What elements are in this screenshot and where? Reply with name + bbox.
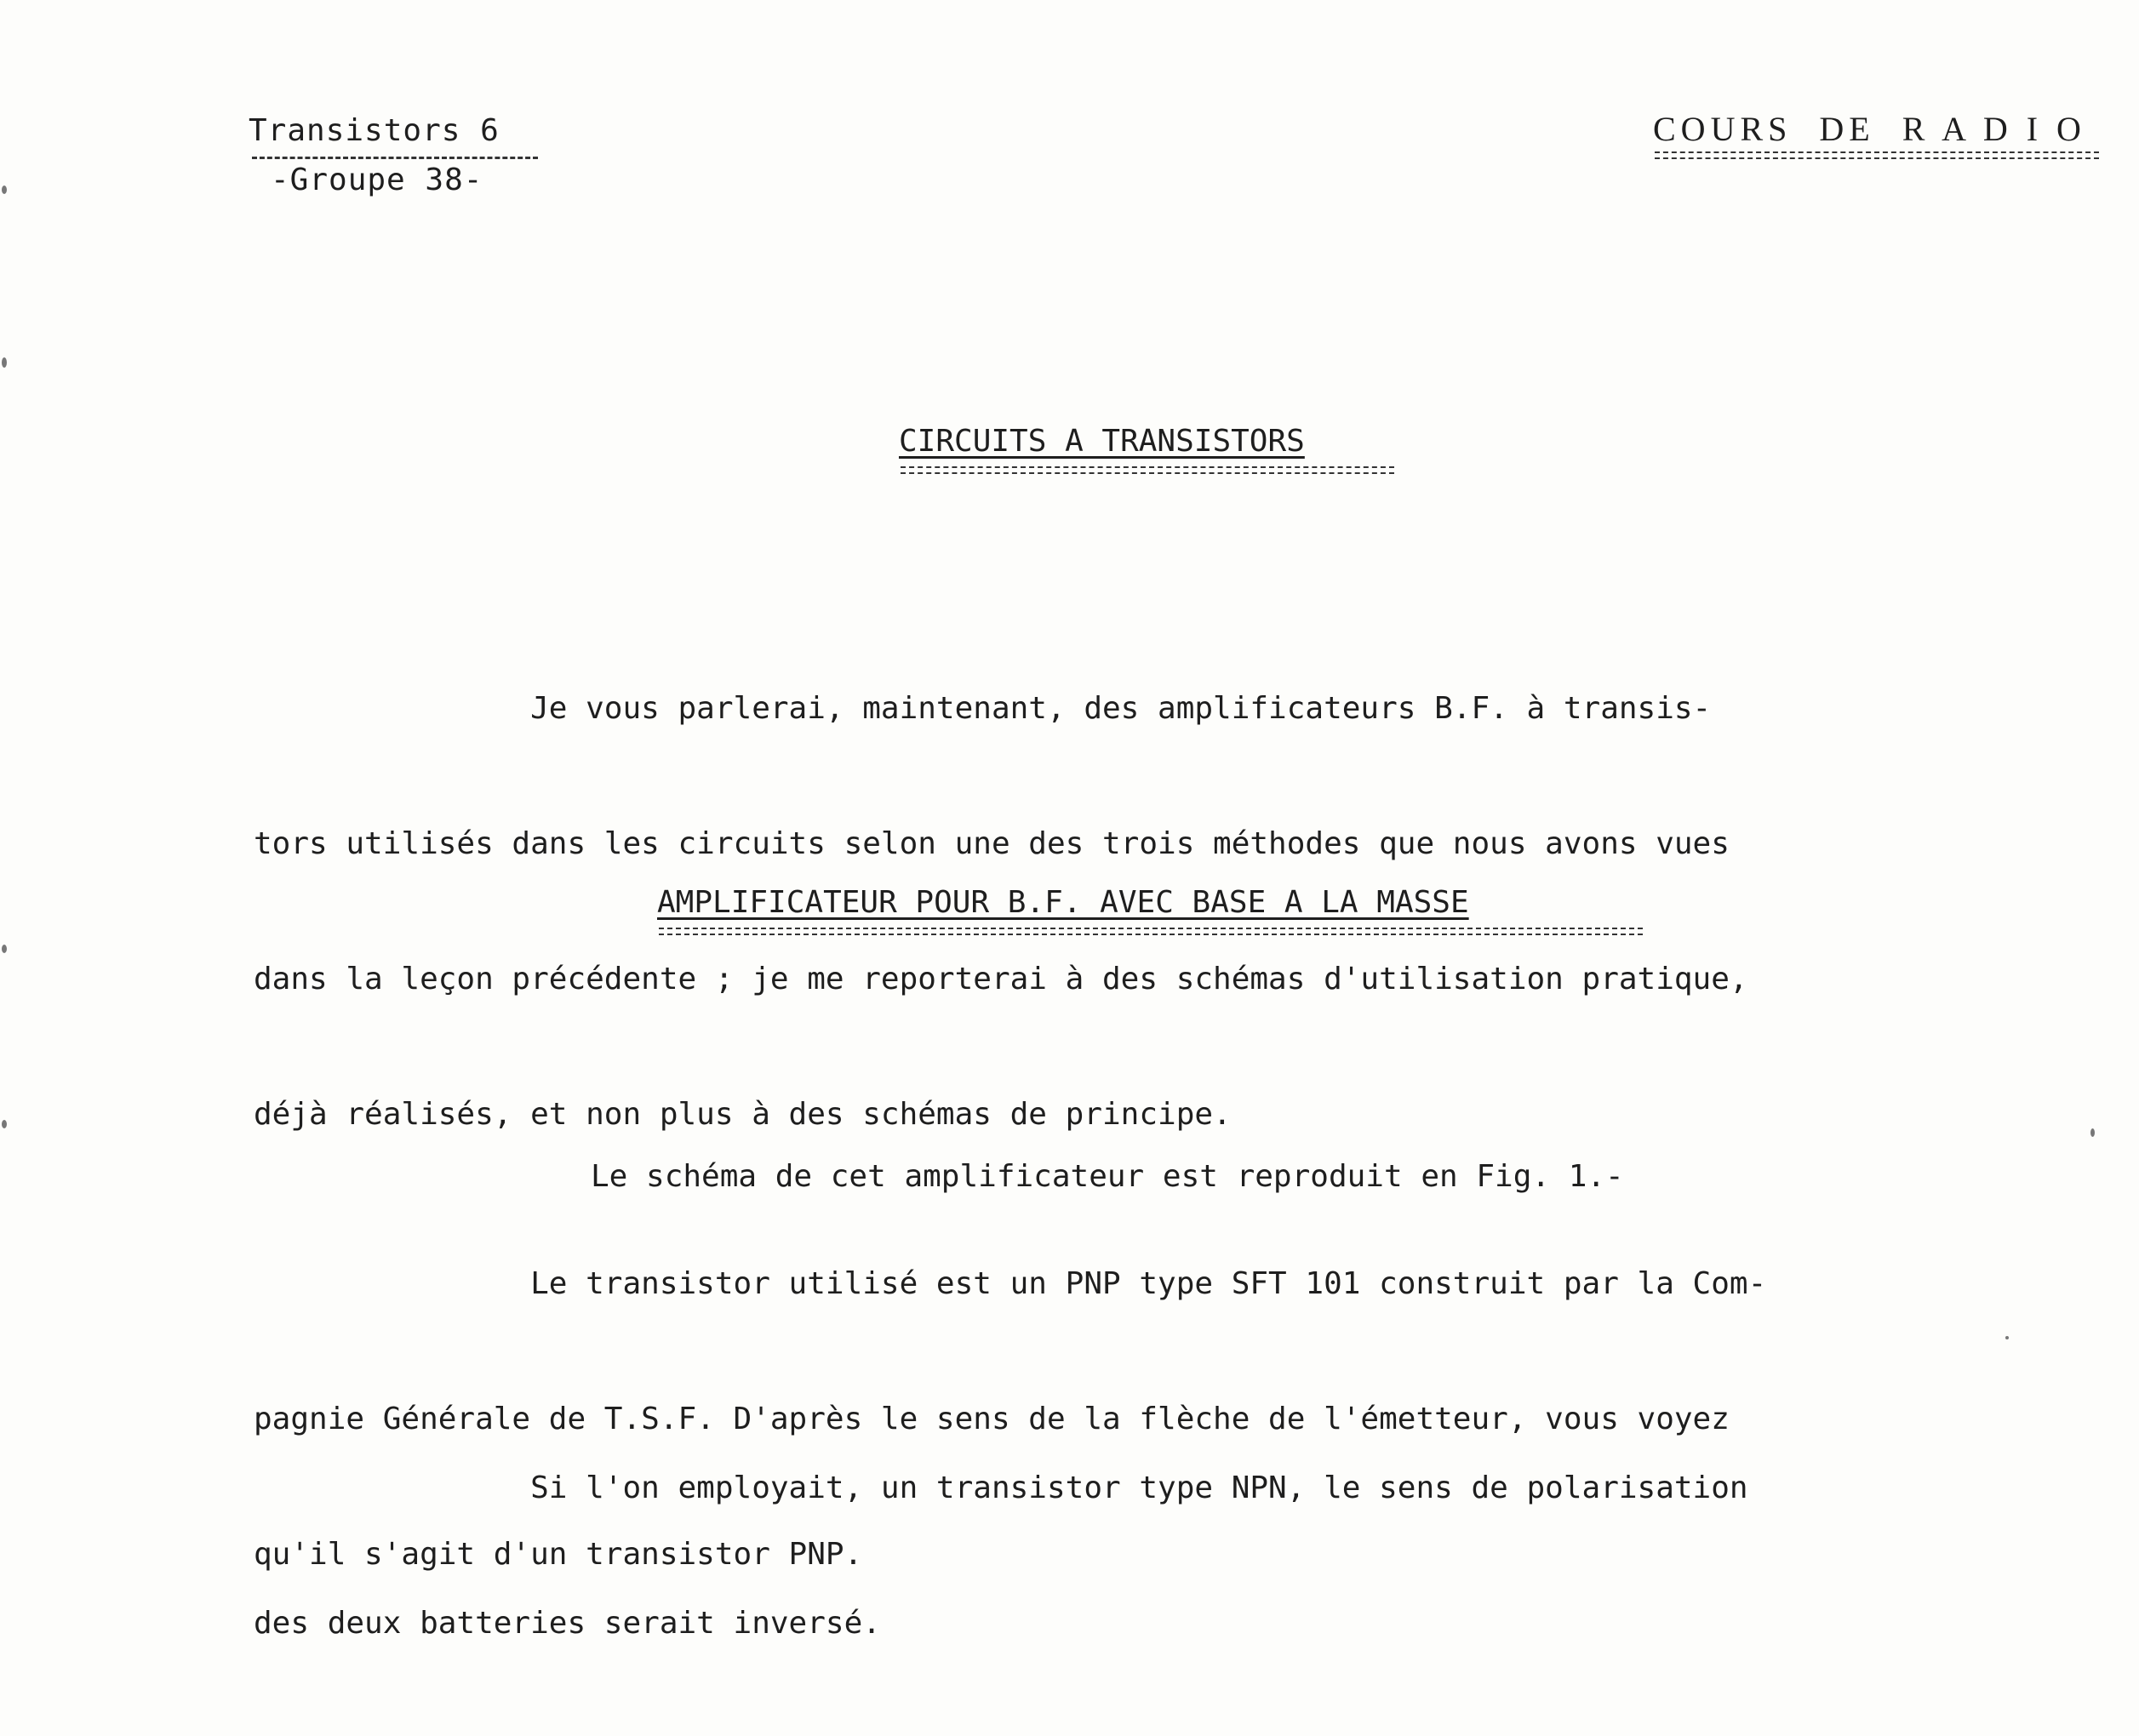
paragraph-line: déjà réalisés, et non plus à des schémas de principe. bbox=[254, 1097, 1232, 1132]
section-title-circuits-underline bbox=[901, 466, 1394, 474]
paragraph-line: qu'il s'agit d'un transistor PNP. bbox=[254, 1537, 863, 1572]
scan-speck bbox=[2005, 1336, 2009, 1339]
scan-speck bbox=[2, 1120, 7, 1128]
paragraph-line: Le schéma de cet amplificateur est reproduit en Fig. 1.- bbox=[591, 1159, 1624, 1194]
section-title-circuits: CIRCUITS A TRANSISTORS bbox=[899, 424, 1305, 459]
paragraph-line: Si l'on employait, un transistor type NPN, le sens de polarisation bbox=[254, 1470, 1748, 1505]
section-title-amplifier-underline bbox=[659, 928, 1643, 935]
header-series-title: COURS DE R A D I O bbox=[1653, 110, 2086, 148]
paragraph-line: des deux batteries serait inversé. bbox=[254, 1606, 881, 1641]
section-title-amplifier: AMPLIFICATEUR POUR B.F. AVEC BASE A LA MASSE bbox=[657, 885, 1469, 920]
scan-speck bbox=[2, 357, 7, 368]
paragraph-npn bbox=[254, 1375, 1748, 1736]
paragraph-line: dans la leçon précédente ; je me reporterai à des schémas d'utilisation pratique, bbox=[254, 962, 1748, 996]
scan-speck bbox=[2, 945, 7, 953]
paragraph-line: tors utilisés dans les circuits selon une des trois méthodes que nous avons vues bbox=[254, 826, 1730, 861]
scan-speck bbox=[2090, 1128, 2095, 1137]
paragraph-line: pagnie Générale de T.S.F. D'après le sens de la flèche de l'émetteur, vous voyez bbox=[254, 1402, 1730, 1436]
paragraph-line: Le transistor utilisé est un PNP type SFT 101 construit par la Com- bbox=[254, 1266, 1767, 1301]
header-series-underline bbox=[1655, 151, 2099, 159]
scan-speck bbox=[2, 186, 7, 194]
header-group-label: -Groupe 38- bbox=[271, 163, 483, 197]
paragraph-line: Je vous parlerai, maintenant, des amplificateurs B.F. à transis- bbox=[254, 691, 1712, 726]
header-course-title: Transistors 6 bbox=[249, 113, 500, 148]
